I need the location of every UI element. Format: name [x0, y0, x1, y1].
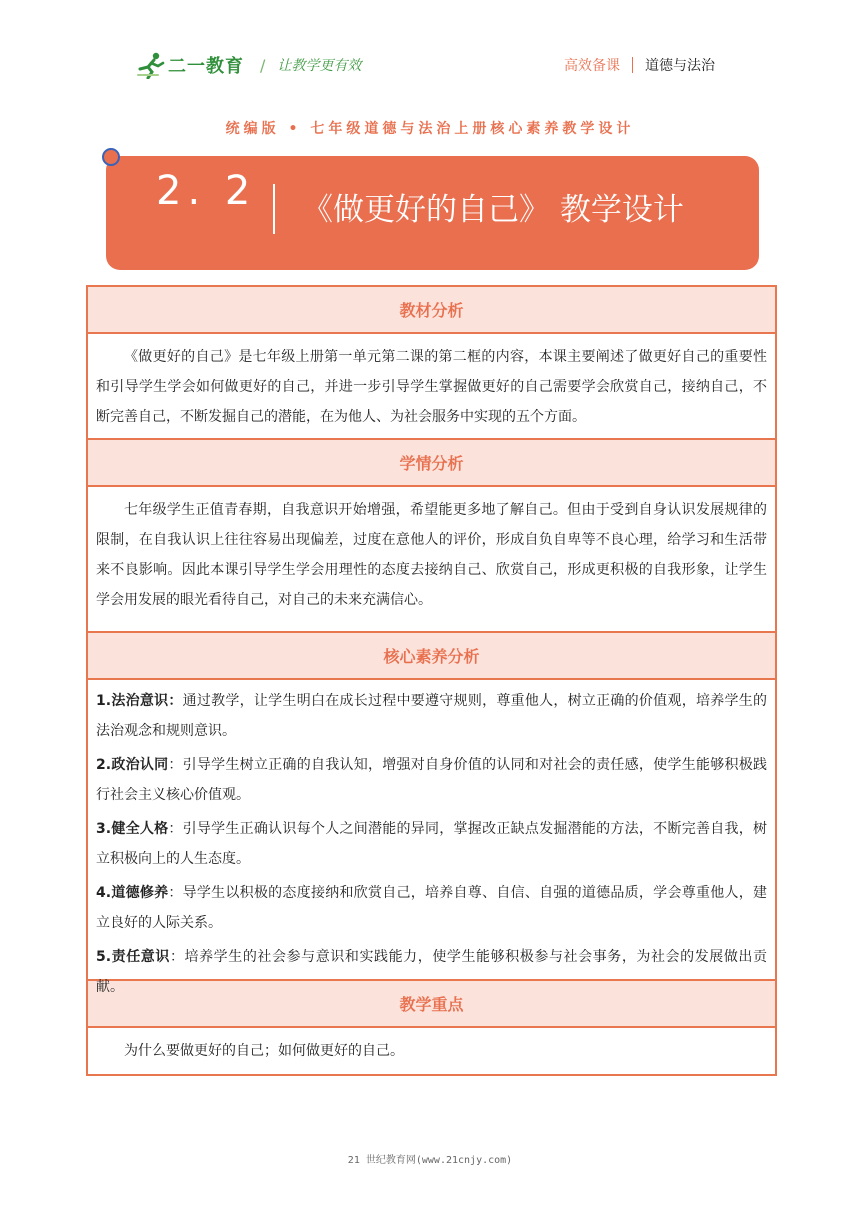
subject-label: 道德与法治 — [645, 58, 715, 74]
section-heading-key-points: 教学重点 — [88, 981, 775, 1028]
brand-logo[interactable] — [136, 50, 361, 80]
paragraph: 为什么要做更好的自己；如何做更好的自己。 — [124, 1043, 404, 1059]
slogan: 让教学更有效 — [277, 58, 362, 74]
paragraph: 七年级学生正值青春期，自我意识开始增强，希望能更多地了解自己。但由于受到自身认识发展规律的限制，在自我认识上往往容易出现偏差，过度在意他人的评价，形成自负自卑等不良心理，给学习和生活带来不良影响。因此本课引导学生学会用理性的态度去接纳自己、欣赏自己，形成更积极的自我形象，让学生学会用发展的眼光看待自己，对自己的未来充满信心。 — [96, 502, 767, 608]
lesson-number: 2. 2 — [156, 168, 257, 214]
list-item — [96, 878, 767, 938]
item-text: ：引导学生树立正确的自我认知，增强对自身价值的认同和对社会的责任感，使学生能够积极践行社会主义核心价值观。 — [96, 757, 767, 803]
list-item — [96, 814, 767, 874]
page-footer: 21 世纪教育网(www.21cnjy.com) — [347, 1155, 513, 1166]
lesson-plan-table — [86, 285, 777, 1076]
item-text: ：导学生以积极的态度接纳和欣赏自己，培养自尊、自信、自强的道德品质，学会尊重他人，建立良好的人际关系。 — [96, 885, 767, 931]
section-heading-students: 学情分析 — [88, 440, 775, 487]
course-tag — [564, 55, 715, 75]
item-label: 5.责任意识 — [96, 949, 170, 965]
divider: / — [260, 55, 266, 75]
divider — [273, 184, 275, 234]
item-label: 1.法治意识： — [96, 693, 183, 709]
runner-logo-icon — [136, 51, 166, 79]
section-body-key-points — [88, 1028, 775, 1074]
course-label: 高效备课 — [564, 58, 620, 74]
section-heading-core-literacy: 核心素养分析 — [88, 633, 775, 680]
paragraph: 《做更好的自己》是七年级上册第一单元第二课的第二框的内容，本课主要阐述了做更好自己的重要性和引导学生学会如何做更好的自己，并进一步引导学生掌握做更好的自己需要学会欣赏自己，接纳自己，不断完善自己，不断发掘自己的潜能，在为他人、为社会服务中实现的五个方面。 — [96, 349, 767, 425]
item-text: ：培养学生的社会参与意识和实践能力，使学生能够积极参与社会事务，为社会的发展做出贡献。 — [96, 949, 768, 995]
list-item — [96, 750, 767, 810]
logo-text: 二一教育 — [168, 56, 244, 77]
item-text: ：引导学生正确认识每个人之间潜能的异同，掌握改正缺点发掘潜能的方法，不断完善自我，树立积极向上的人生态度。 — [96, 821, 767, 867]
item-text: 通过教学，让学生明白在成长过程中要遵守规则，尊重他人，树立正确的价值观，培养学生的法治观念和规则意识。 — [96, 693, 768, 739]
circle-decoration-icon — [102, 148, 120, 166]
section-body-core-literacy — [88, 680, 775, 995]
section-heading-materials: 教材分析 — [88, 287, 775, 334]
page-title: 《做更好的自己》 教学设计 — [302, 192, 684, 228]
page-header — [0, 0, 860, 100]
section-body-students — [88, 487, 775, 633]
title-banner — [106, 156, 759, 270]
item-label: 4.道德修养 — [96, 885, 169, 901]
item-label: 3.健全人格 — [96, 821, 169, 837]
item-label: 2.政治认同 — [96, 757, 169, 773]
document-subtitle: 统编版 • 七年级道德与法治上册核心素养教学设计 — [225, 121, 635, 137]
divider — [632, 57, 633, 73]
section-body-materials — [88, 334, 775, 440]
list-item — [96, 686, 767, 746]
